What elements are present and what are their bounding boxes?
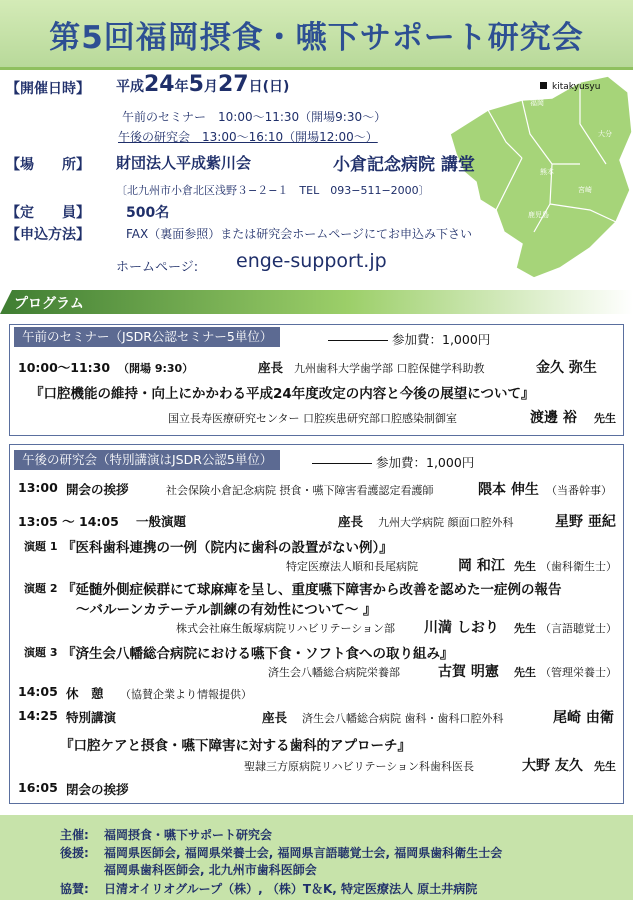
am-chair-affil: 九州歯科大学歯学部 口腔保健学科助教	[294, 362, 485, 375]
map-region-fukuoka: 福岡	[530, 99, 544, 107]
am-chair-name: 金久 弥生	[536, 360, 597, 376]
break-label: 休 憩	[66, 686, 104, 701]
break-note: （協賛企業より情報提供）	[120, 688, 252, 701]
homepage-link[interactable]: enge-support.jp	[236, 250, 387, 272]
opening-role: （当番幹事）	[546, 484, 612, 497]
host-label: 主催:	[60, 828, 89, 842]
pm-fee-text: 参加費：1,000円	[376, 455, 475, 470]
support-value-2: 福岡県歯科医師会, 北九州市歯科医師会	[104, 863, 317, 877]
capacity-label: 【定 員】	[6, 205, 90, 221]
date-label: 【開催日時】	[6, 81, 90, 97]
sponsor-value: 日清オイリオグループ（株）, （株）T＆K, 特定医療法人 原土井病院	[104, 882, 478, 896]
am-open: （開場 9:30）	[118, 362, 194, 375]
talk2-title-suffix: 先生	[514, 622, 536, 635]
venue-label: 【場 所】	[6, 157, 90, 173]
talk2-role: （言語聴覚士）	[540, 622, 617, 635]
am-time: 10:00〜11:30	[18, 360, 111, 375]
talk1-label: 演題 1	[24, 540, 58, 553]
general-time: 13:05 〜 14:05	[18, 514, 119, 529]
talk1-title: 『医科歯科連携の一例（院内に歯科の設置がない例）』	[62, 540, 393, 556]
opening-name: 隈本 伸生	[478, 482, 539, 498]
general-chair-name: 星野 亜紀	[555, 514, 616, 530]
talk2-title: 『延髄外側症候群にて球麻痺を呈し、重度嚥下障害から改善を認めた一症例の報告	[62, 582, 562, 598]
fee-line	[312, 463, 372, 464]
venue-name: 小倉記念病院 講堂	[333, 155, 475, 175]
general-chair-label: 座長	[338, 514, 364, 529]
special-title: 『口腔ケアと摂食・嚥下障害に対する歯科的アプローチ』	[60, 738, 411, 754]
date-era: 平成	[116, 79, 144, 95]
opening-time: 13:00	[18, 480, 58, 495]
special-chair-name: 尾崎 由衛	[553, 710, 614, 726]
apply-value: FAX（裏面参照）または研究会ホームページにてお申込み下さい	[126, 227, 472, 241]
special-chair-label: 座長	[262, 710, 288, 725]
support-value-1: 福岡県医師会, 福岡県栄養士会, 福岡県言語聴覚士会, 福岡県歯科衛生士会	[104, 846, 503, 860]
special-time: 14:25	[18, 708, 58, 723]
general-label: 一般演題	[136, 514, 187, 529]
am-speaker-title: 先生	[594, 412, 616, 425]
talk3-label: 演題 3	[24, 646, 58, 659]
kitakyusyu-marker-icon	[540, 82, 547, 89]
program-bar	[0, 290, 633, 314]
talk2-affil: 株式会社麻生飯塚病院リハビリテーション部	[176, 622, 396, 635]
program-bar-corner	[0, 290, 12, 314]
homepage-label: ホームページ:	[116, 260, 199, 275]
closing-time: 16:05	[18, 780, 58, 795]
venue-address: 〔北九州市小倉北区浅野３−２−１ TEL 093−511−2000〕	[116, 184, 430, 197]
apply-label: 【申込方法】	[6, 227, 90, 243]
capacity-value: 500名	[126, 205, 170, 221]
venue-org: 財団法人平成紫川会	[116, 154, 252, 172]
date-value	[116, 72, 289, 97]
talk3-role: （管理栄養士）	[540, 666, 617, 679]
kyushu-map	[430, 72, 633, 284]
map-region-miyazaki: 宮崎	[578, 186, 592, 194]
talk2-label: 演題 2	[24, 582, 58, 595]
talk2-name: 川満 しおり	[424, 620, 499, 636]
date-month: 5	[188, 72, 204, 97]
special-label: 特別講演	[66, 710, 117, 725]
special-chair-affil: 済生会八幡総合病院 歯科・歯科口腔外科	[302, 712, 504, 725]
am-session-time: 午前のセミナー 10:00〜11:30（開場9:30〜）	[122, 110, 387, 124]
host-value: 福岡摂食・嚥下サポート研究会	[104, 828, 273, 842]
talk1-role: （歯科衛生士）	[540, 560, 617, 573]
map-region-saga: 佐賀	[482, 99, 496, 107]
break-time: 14:05	[18, 684, 58, 699]
opening-label: 開会の挨拶	[66, 482, 129, 497]
special-affil: 聖隷三方原病院リハビリテーション科歯科医長	[244, 760, 475, 773]
map-region-kagoshima: 鹿児島	[528, 211, 549, 219]
talk1-affil: 特定医療法人順和長尾病院	[286, 560, 418, 573]
map-marker-label: kitakyusyu	[552, 82, 601, 92]
talk3-title: 『済生会八幡総合病院における嚥下食・ソフト食への取り組み』	[62, 646, 454, 662]
date-weekday: (日)	[262, 79, 290, 95]
am-fee	[328, 330, 490, 348]
fee-line	[328, 340, 388, 341]
date-year-unit: 年	[174, 79, 189, 95]
talk1-name: 岡 和江	[458, 558, 505, 574]
general-chair-affil: 九州大学病院 顔面口腔外科	[378, 516, 514, 529]
talk3-title-suffix: 先生	[514, 666, 536, 679]
date-day: 27	[217, 72, 249, 97]
program-heading: プログラム	[14, 296, 84, 312]
pm-fee	[312, 453, 474, 471]
support-label: 後援:	[60, 846, 89, 860]
special-title-suffix: 先生	[594, 760, 616, 773]
talk3-affil: 済生会八幡総合病院栄養部	[268, 666, 400, 679]
map-region-kumamoto: 熊本	[540, 168, 554, 176]
talk1-title-suffix: 先生	[514, 560, 536, 573]
am-speaker-name: 渡邊 裕	[530, 410, 577, 426]
date-year: 24	[144, 72, 175, 97]
map-region-oita: 大分	[598, 130, 612, 138]
page-title: 第5回福岡摂食・嚥下サポート研究会	[49, 20, 584, 56]
talk3-name: 古賀 明憲	[438, 664, 499, 680]
date-day-unit: 日	[248, 79, 263, 95]
am-speaker-affil: 国立長寿医療研究センター 口腔疾患研究部口腔感染制御室	[168, 412, 458, 425]
pm-session-heading: 午後の研究会（特別講演はJSDR公認5単位）	[14, 450, 280, 470]
am-seminar-heading: 午前のセミナー（JSDR公認セミナー5単位）	[14, 327, 280, 347]
am-chair-label: 座長	[258, 360, 284, 375]
talk2-title-line2: 〜バルーンカテーテル訓練の有効性について〜 』	[76, 602, 377, 618]
am-talk-title: 『口腔機能の維持・向上にかかわる平成24年度改定の内容と今後の展望について』	[30, 386, 535, 402]
special-name: 大野 友久	[522, 758, 583, 774]
sponsor-label: 協賛:	[60, 882, 89, 896]
am-fee-text: 参加費：1,000円	[392, 332, 491, 347]
date-month-unit: 月	[203, 79, 218, 95]
pm-session-time: 午後の研究会 13:00〜16:10（開場12:00〜）	[118, 130, 378, 144]
closing-label: 閉会の挨拶	[66, 782, 129, 797]
opening-affil: 社会保険小倉記念病院 摂食・嚥下障害看護認定看護師	[166, 484, 434, 497]
